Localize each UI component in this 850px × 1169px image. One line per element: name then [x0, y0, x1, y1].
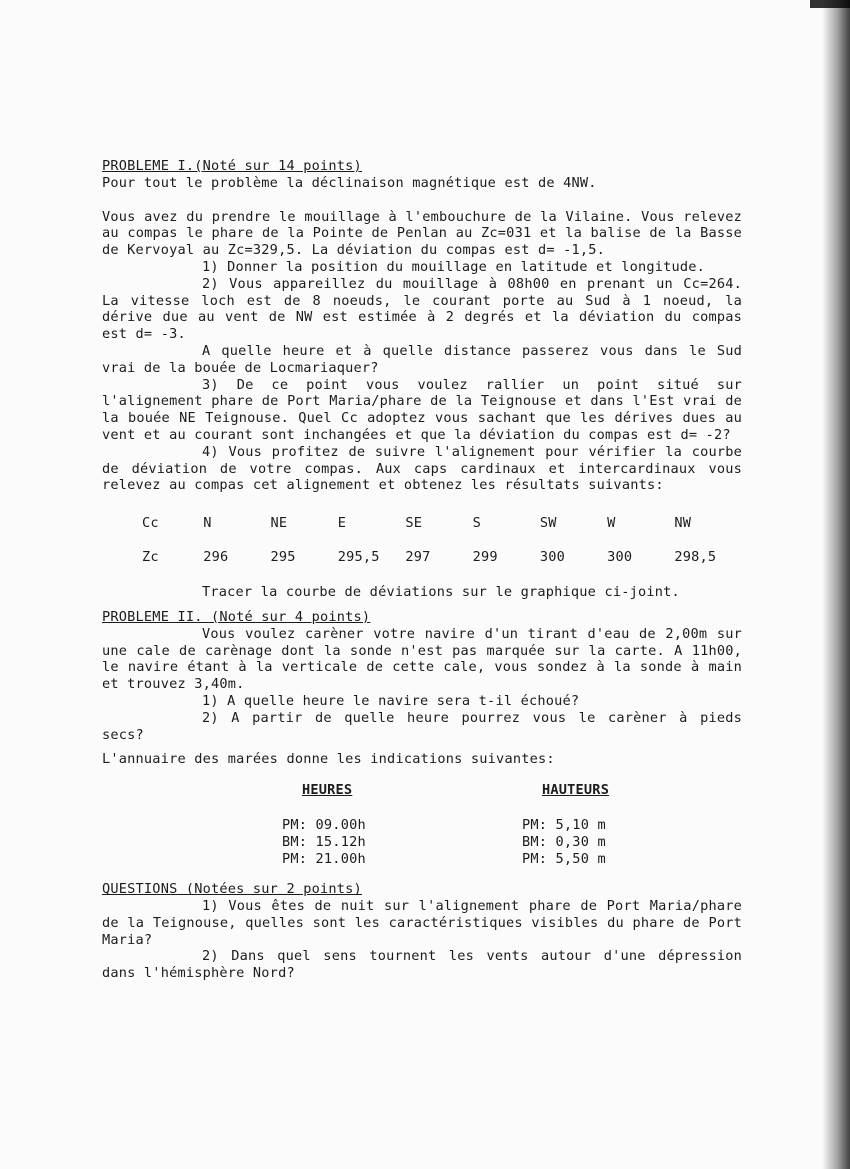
questions-q2: 2) Dans quel sens tournent les vents autour d'une dépression dans l'hémisphère Nord?: [102, 948, 742, 982]
problem1-q1: 1) Donner la position du mouillage en latitude et longitude.: [202, 258, 706, 275]
problem1-q3: 3) De ce point vous voulez rallier un point situé sur l'alignement phare de Port Maria/phare de la Teignouse et dans l'Est vrai de la bouée NE Teignouse. Quel Cc adoptez vous sachant que les dérives dues au vent et au courant sont inchangées et que la déviation du compas est d= -2?: [102, 376, 742, 443]
problem1-heading: PROBLEME I.(Noté sur 14 points): [102, 158, 362, 174]
tide-heights-column: [522, 782, 609, 867]
cc-cell: NE: [270, 514, 288, 531]
zc-cell: 299: [472, 548, 498, 565]
hours-header: HEURES: [302, 782, 353, 799]
cc-cell: E: [337, 514, 347, 531]
zc-cell: 298,5: [674, 548, 717, 565]
cc-label: Cc: [142, 514, 159, 531]
questions-heading: QUESTIONS (Notées sur 2 points): [102, 881, 362, 898]
cc-cell: S: [472, 514, 481, 531]
problem1-q2: 2) Vous appareillez du mouillage à 08h00 en prenant un Cc=264. La vitesse loch est de 8 noeuds, le courant porte au Sud à 1 noeud, la dérive due au vent de NW est estimée à 2 degrés et la déviation du compas est d= -3.: [102, 275, 742, 343]
problem2-heading: PROBLEME II. (Noté sur 4 points): [102, 608, 371, 625]
problem1-q4: 4) Vous profitez de suivre l'alignement pour vérifier la courbe de déviation de votre compas. Aux caps cardinaux et intercardinaux vous relevez au compas cet alignement et obtenez les résultats suivants:: [102, 443, 742, 494]
problem1-context: Vous avez du prendre le mouillage à l'embouchure de la Vilaine. Vous relevez au compas le phare de la Pointe de Penlan au Zc=031 et la balise de la Basse de Kervoyal au Zc=329,5. La déviation du compas est d= -1,5.: [102, 208, 742, 259]
tide-intro: L'annuaire des marées donne les indications suivantes:: [102, 751, 555, 768]
zc-cell: 297: [405, 548, 431, 565]
scan-edge-shadow: [822, 0, 850, 1169]
problem2-text: Vous voulez carèner votre navire d'un tirant d'eau de 2,00m sur une cale de carènage dont la sonde n'est pas marquée sur la carte. A 11h00, le navire étant à la verticale de cette cale, vous sondez à la sonde à main et trouvez 3,40m.: [102, 625, 742, 693]
deviation-table: [142, 506, 742, 574]
cc-cell: NW: [674, 514, 692, 531]
zc-cell: 296: [203, 548, 229, 565]
tide-hour: PM: 09.00h: [282, 816, 366, 833]
problem1-q4b: Tracer la courbe de déviations sur le graphique ci-joint.: [202, 584, 680, 601]
tide-height: PM: 5,50 m: [522, 850, 606, 867]
problem2-q2: 2) A partir de quelle heure pourrez vous le carèner à pieds secs?: [102, 709, 742, 743]
zc-cell: 300: [607, 548, 633, 565]
zc-cell: 295: [270, 548, 296, 565]
cc-cell: SE: [405, 514, 423, 531]
cc-cell: N: [203, 514, 212, 531]
problem1-intro: Pour tout le problème la déclinaison magnétique est de 4NW.: [102, 174, 597, 191]
cc-cell: SW: [539, 514, 557, 531]
zc-cell: 300: [539, 548, 565, 565]
tide-table: [102, 782, 742, 867]
tide-hour: PM: 21.00h: [282, 850, 366, 867]
tide-hours-column: [282, 782, 522, 867]
problem1-q2b: A quelle heure et à quelle distance passerez vous dans le Sud vrai de la bouée de Locmariaquer?: [102, 342, 742, 376]
problem2-q1: 1) A quelle heure le navire sera t-il échoué?: [202, 692, 580, 709]
deviation-table-zc-row: [142, 540, 742, 574]
tide-height: BM: 0,30 m: [522, 833, 606, 850]
tide-height: PM: 5,10 m: [522, 816, 606, 833]
questions-q1: 1) Vous êtes de nuit sur l'alignement phare de Port Maria/phare de la Teignouse, quelles sont les caractéristiques visibles du phare de Port Maria?: [102, 898, 742, 948]
zc-cell: 295,5: [337, 548, 380, 565]
tide-hour: BM: 15.12h: [282, 833, 366, 850]
zc-label: Zc: [142, 548, 159, 565]
document-page: [102, 158, 742, 982]
cc-cell: W: [607, 514, 616, 531]
deviation-table-cc-row: [142, 506, 742, 540]
heights-header: HAUTEURS: [542, 782, 610, 799]
